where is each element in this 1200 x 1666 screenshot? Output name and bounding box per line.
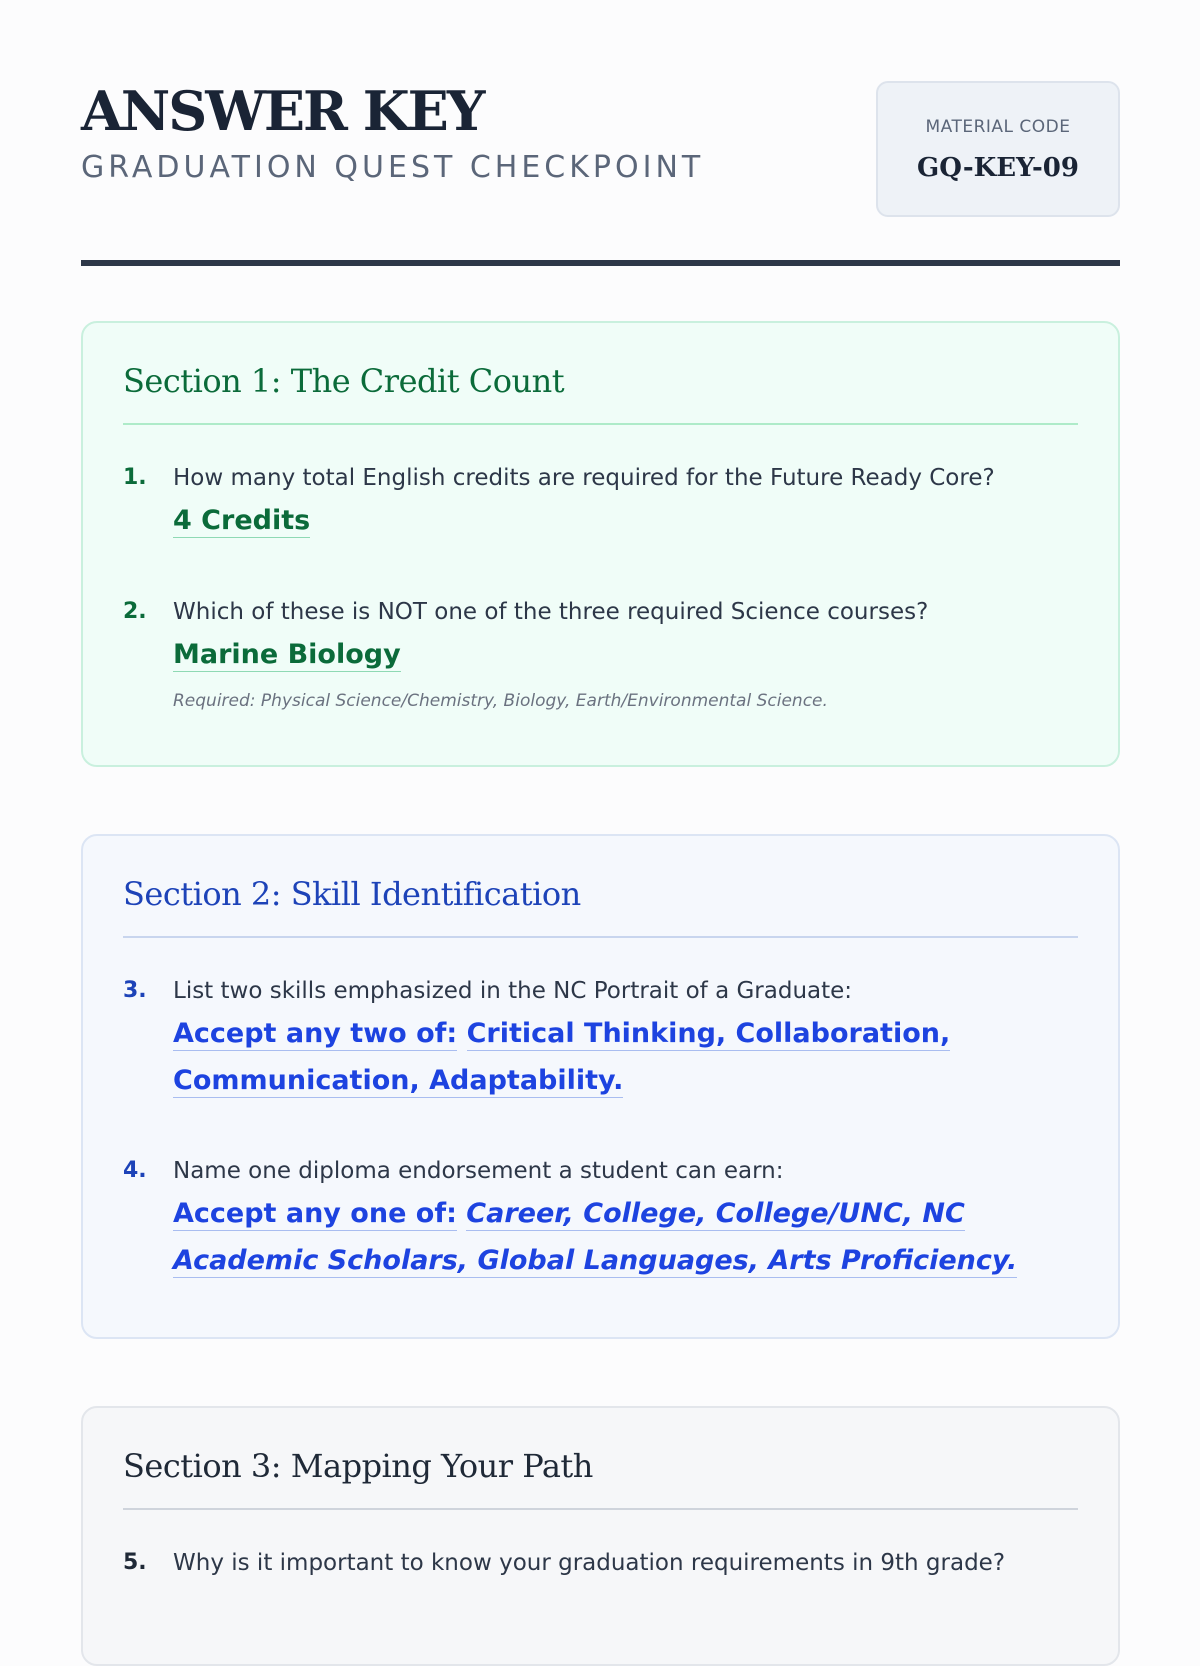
answer-text-line-1: Critical Thinking, Collaboration, <box>466 1018 951 1049</box>
answer-text: Marine Biology <box>173 639 401 670</box>
page-subtitle: GRADUATION QUEST CHECKPOINT <box>81 150 705 185</box>
section-divider <box>123 936 1078 938</box>
answer <box>173 1190 1017 1284</box>
section-title: Section 3: Mapping Your Path <box>123 1447 593 1485</box>
answer <box>173 1010 950 1104</box>
question-number: 5. <box>123 1550 147 1575</box>
answer-text-line-2: Academic Scholars, Global Languages, Arts Proficiency. <box>173 1245 1018 1276</box>
answer-key-page <box>81 0 1120 1576</box>
answer-text-line-2: Communication, Adaptability. <box>173 1065 624 1096</box>
section-title: Section 2: Skill Identification <box>123 875 581 913</box>
header <box>81 0 1120 268</box>
answer-prefix: Accept any one of: <box>173 1198 457 1229</box>
answer <box>173 631 401 678</box>
question-number: 2. <box>123 599 147 624</box>
header-divider <box>81 260 1120 266</box>
section-credit-count <box>81 321 1120 767</box>
section-title: Section 1: The Credit Count <box>123 362 565 400</box>
section-mapping-your-path <box>81 1406 1120 1666</box>
question-text: List two skills emphasized in the NC Portrait of a Graduate: <box>173 978 853 1004</box>
answer-prefix: Accept any two of: <box>173 1018 458 1049</box>
answer-note: Required: Physical Science/Chemistry, Biology, Earth/Environmental Science. <box>173 691 828 711</box>
material-code-value: GQ-KEY-09 <box>917 153 1079 183</box>
question-text: Name one diploma endorsement a student can earn: <box>173 1158 784 1184</box>
answer <box>173 497 310 544</box>
question-number: 1. <box>123 465 147 490</box>
question-text: Why is it important to know your graduation requirements in 9th grade? <box>173 1550 1006 1576</box>
answer-text: 4 Credits <box>173 505 311 536</box>
material-code-box <box>876 81 1120 217</box>
section-divider <box>123 1508 1078 1510</box>
question-number: 4. <box>123 1158 147 1183</box>
question-text: How many total English credits are required for the Future Ready Core? <box>173 465 995 491</box>
page-title: ANSWER KEY <box>81 79 484 143</box>
question-number: 3. <box>123 978 147 1003</box>
section-divider <box>123 423 1078 425</box>
answer-text-line-1: Career, College, College/UNC, NC <box>466 1198 965 1229</box>
section-skill-identification <box>81 834 1120 1339</box>
question-text: Which of these is NOT one of the three required Science courses? <box>173 599 929 625</box>
material-code-label: MATERIAL CODE <box>925 117 1071 137</box>
